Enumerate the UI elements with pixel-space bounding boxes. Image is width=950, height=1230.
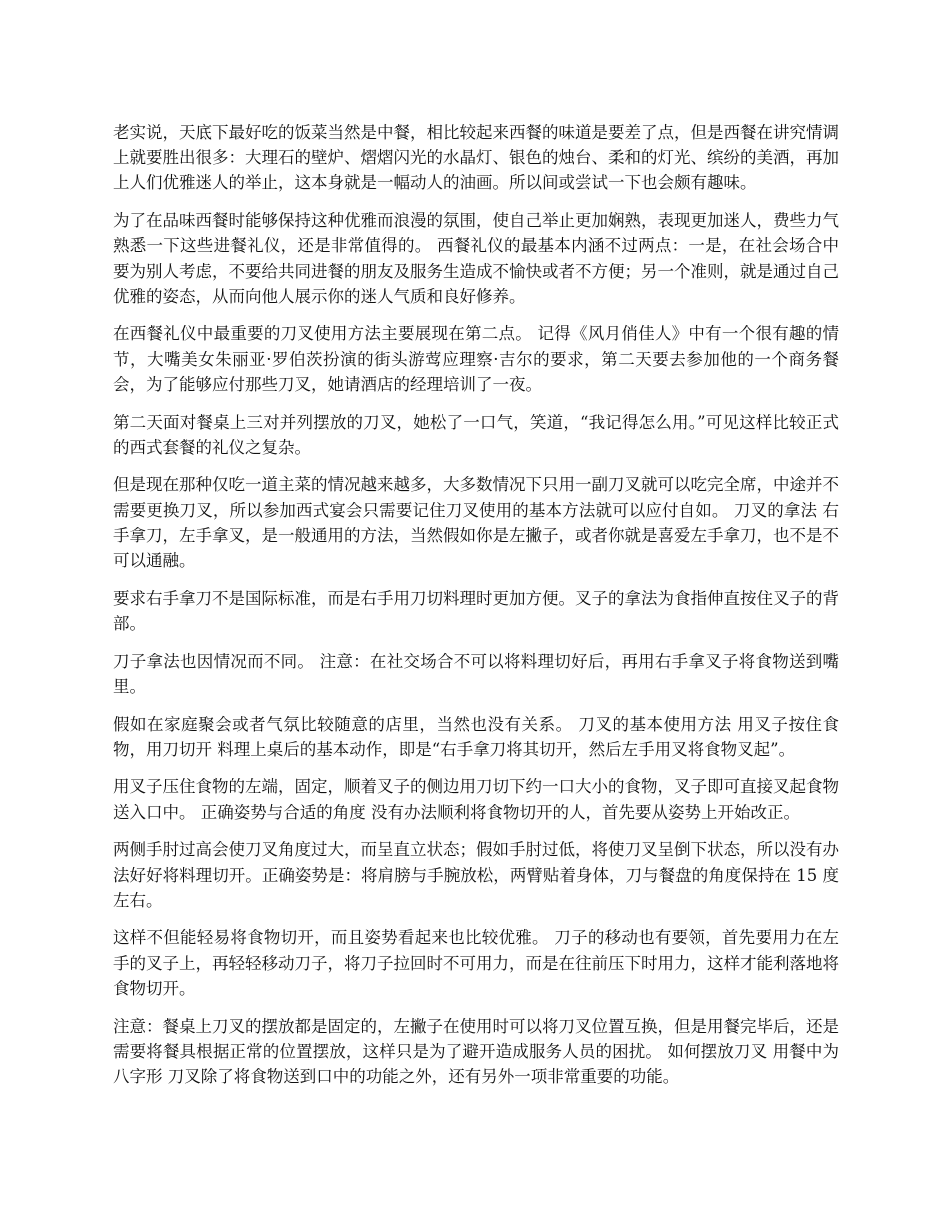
paragraph: 要求右手拿刀不是国际标准，而是右手用刀切料理时更加方便。叉子的拿法为食指伸直按住叉子的背部。 — [113, 588, 839, 633]
paragraph: 假如在家庭聚会或者气氛比较随意的店里，当然也没有关系。 刀叉的基本使用方法 用叉子按住食物，用刀切开 料理上桌后的基本动作，即是“右手拿刀将其切开，然后左手用叉将食物叉起”。 — [113, 714, 839, 759]
paragraph: 为了在品味西餐时能够保持这种优雅而浪漫的氛围，使自己举止更加娴熟，表现更加迷人，费些力气熟悉一下这些进餐礼仪，还是非常值得的。 西餐礼仪的最基本内涵不过两点：一是，在社会场合中要为别人考虑，不要给共同进餐的朋友及服务生造成不愉快或者不方便；另一个准则，就是通过自己优雅的姿态，从而向他人展示你的迷人气质和良好修养。 — [113, 211, 839, 306]
paragraph: 两侧手肘过高会使刀叉角度过大，而呈直立状态；假如手肘过低，将使刀叉呈倒下状态，所以没有办法好好将料理切开。正确姿势是：将肩膀与手腕放松，两臂贴着身体，刀与餐盘的角度保持在 15 度左右。 — [113, 840, 839, 910]
paragraph: 这样不但能轻易将食物切开，而且姿势看起来也比较优雅。 刀子的移动也有要领，首先要用力在左手的叉子上，再轻轻移动刀子，将刀子拉回时不可用力，而是在往前压下时用力，这样才能利落地将食物切开。 — [113, 928, 839, 998]
document-body — [113, 120, 839, 1102]
paragraph: 在西餐礼仪中最重要的刀叉使用方法主要展现在第二点。 记得《风月俏佳人》中有一个很有趣的情节，大嘴美女朱丽亚·罗伯茨扮演的街头游莺应理察·吉尔的要求，第二天要去参加他的一个商务餐会，为了能够应付那些刀叉，她请酒店的经理培训了一夜。 — [113, 324, 839, 394]
paragraph: 老实说，天底下最好吃的饭菜当然是中餐，相比较起来西餐的味道是要差了点，但是西餐在讲究情调上就要胜出很多：大理石的壁炉、熠熠闪光的水晶灯、银色的烛台、柔和的灯光、缤纷的美酒，再加上人们优雅迷人的举止，这本身就是一幅动人的油画。所以间或尝试一下也会颇有趣味。 — [113, 123, 839, 193]
paragraph: 第二天面对餐桌上三对并列摆放的刀叉，她松了一口气，笑道，“我记得怎么用。”可见这样比较正式的西式套餐的礼仪之复杂。 — [113, 412, 839, 457]
paragraph: 刀子拿法也因情况而不同。 注意：在社交场合不可以将料理切好后，再用右手拿叉子将食物送到嘴里。 — [113, 651, 839, 696]
paragraph: 但是现在那种仅吃一道主菜的情况越来越多，大多数情况下只用一副刀叉就可以吃完全席，中途并不需要更换刀叉，所以参加西式宴会只需要记住刀叉使用的基本方法就可以应付自如。 刀叉的拿法 右手拿刀，左手拿叉，是一般通用的方法，当然假如你是左撇子，或者你就是喜爱左手拿刀，也不是不可以通融。 — [113, 475, 839, 571]
paragraph: 用叉子压住食物的左端，固定，顺着叉子的侧边用刀切下约一口大小的食物，叉子即可直接叉起食物送入口中。 正确姿势与合适的角度 没有办法顺利将食物切开的人，首先要从姿势上开始改正。 — [113, 777, 839, 822]
paragraph: 注意：餐桌上刀叉的摆放都是固定的，左撇子在使用时可以将刀叉位置互换，但是用餐完毕后，还是需要将餐具根据正常的位置摆放，这样只是为了避开造成服务人员的困扰。 如何摆放刀叉 用餐中为八字形 刀叉除了将食物送到口中的功能之外，还有另外一项非常重要的功能。 — [113, 1016, 839, 1086]
